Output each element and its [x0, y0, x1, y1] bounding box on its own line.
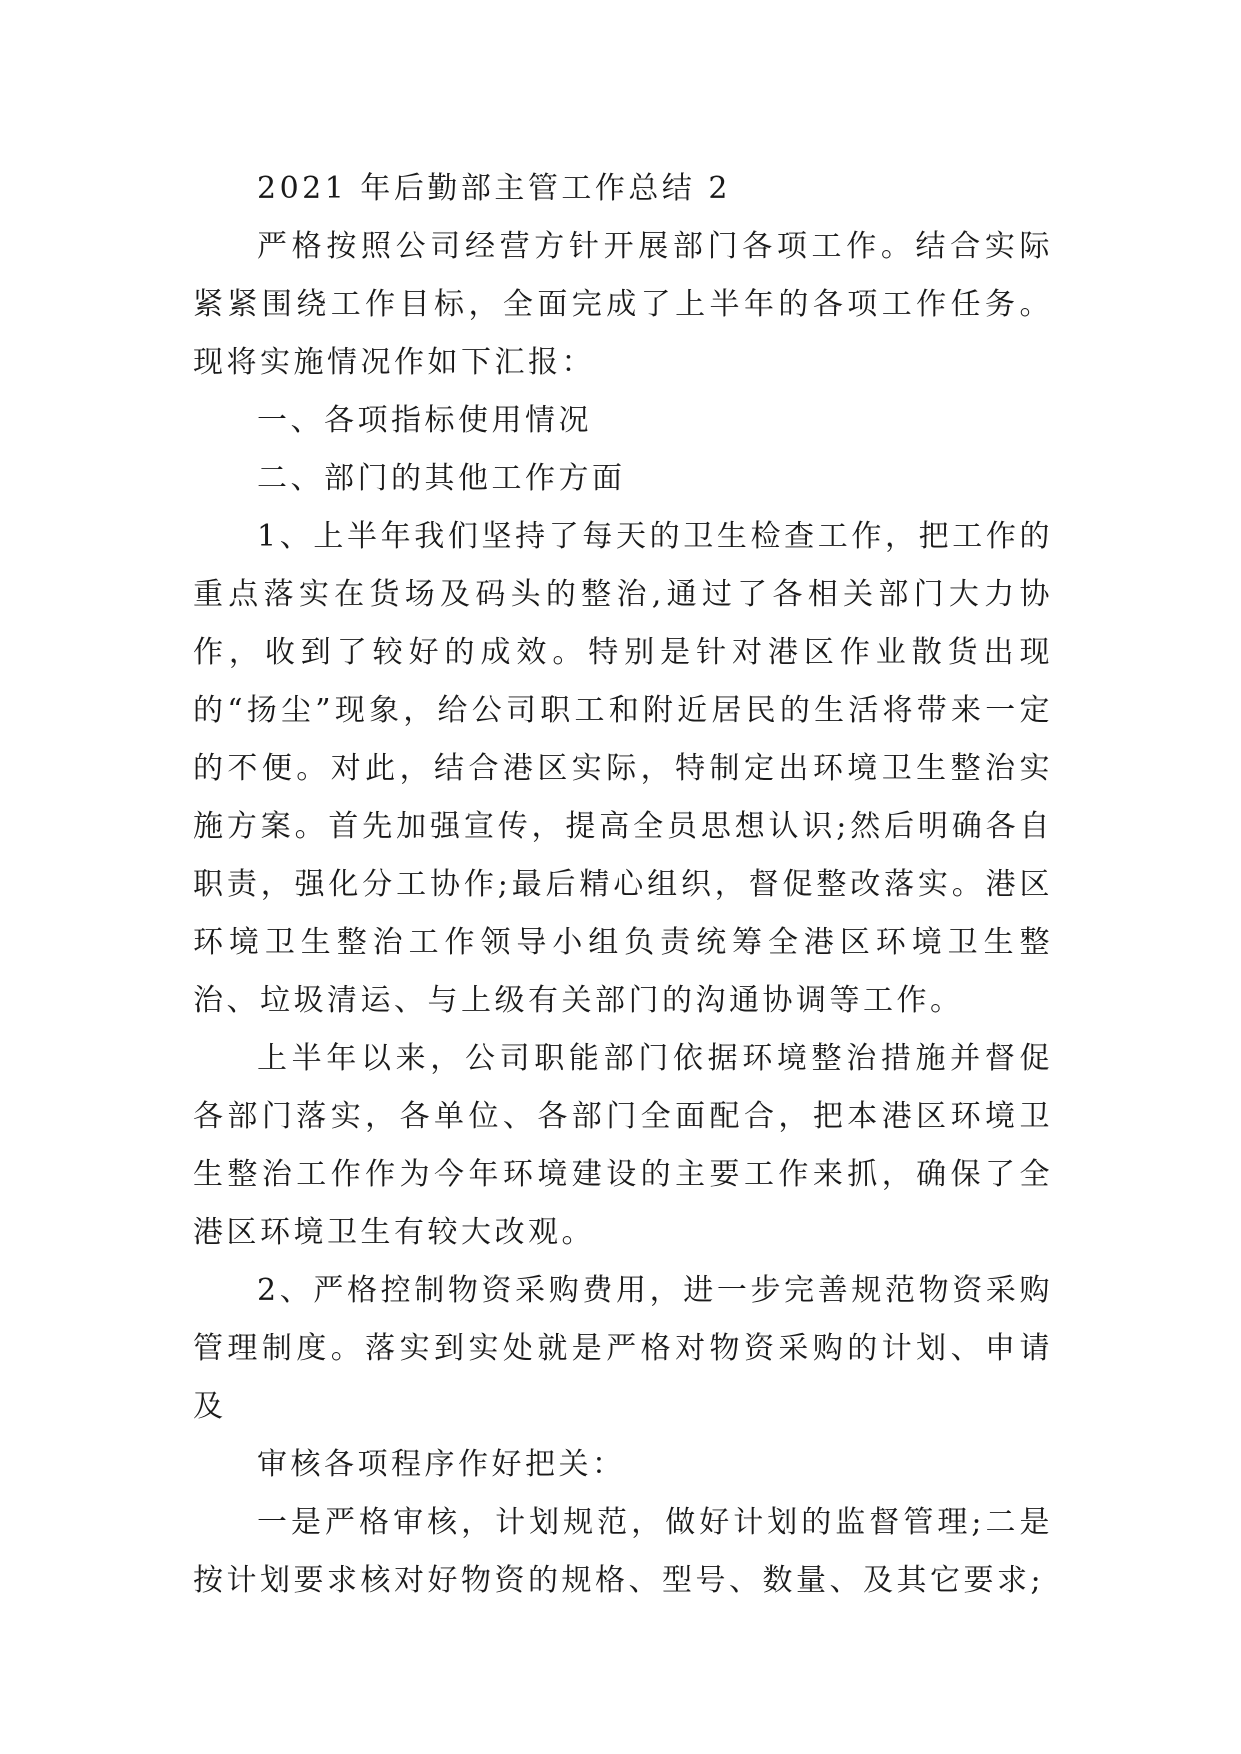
paragraph-item-2-review: 审核各项程序作好把关： — [257, 1447, 626, 1482]
paragraph-item-1-followup: 上半年以来，公司职能部门依据环境整治措施并督促各部门落实，各单位、各部门全面配合，把本港区环境卫生整治工作作为今年环境建设的主要工作来抓，确保了全港区环境卫生有较大改观。 — [193, 1041, 1053, 1250]
heading-section-1: 一、各项指标使用情况 — [257, 403, 592, 438]
paragraph-item-2-details: 一是严格审核，计划规范，做好计划的监督管理;二是按计划要求核对好物资的规格、型号、数量、及其它要求; — [193, 1505, 1053, 1598]
document-body — [193, 160, 1053, 1610]
paragraph-intro: 严格按照公司经营方针开展部门各项工作。结合实际紧紧围绕工作目标，全面完成了上半年的各项工作任务。现将实施情况作如下汇报： — [193, 229, 1053, 380]
paragraph-item-1: 1、上半年我们坚持了每天的卫生检查工作，把工作的重点落实在货场及码头的整治,通过了各相关部门大力协作，收到了较好的成效。特别是针对港区作业散货出现的“扬尘”现象，给公司职工和附近居民的生活将带来一定的不便。对此，结合港区实际，特制定出环境卫生整治实施方案。首先加强宣传，提高全员思想认识;然后明确各自职责，强化分工协作;最后精心组织，督促整改落实。港区环境卫生整治工作领导小组负责统筹全港区环境卫生整治、垃圾清运、与上级有关部门的沟通协调等工作。 — [193, 519, 1053, 1018]
document-title: 2021 年后勤部主管工作总结 2 — [257, 171, 732, 206]
paragraph-item-2: 2、严格控制物资采购费用，进一步完善规范物资采购管理制度。落实到实处就是严格对物资采购的计划、申请及 — [193, 1273, 1053, 1424]
heading-section-2: 二、部门的其他工作方面 — [257, 461, 626, 496]
